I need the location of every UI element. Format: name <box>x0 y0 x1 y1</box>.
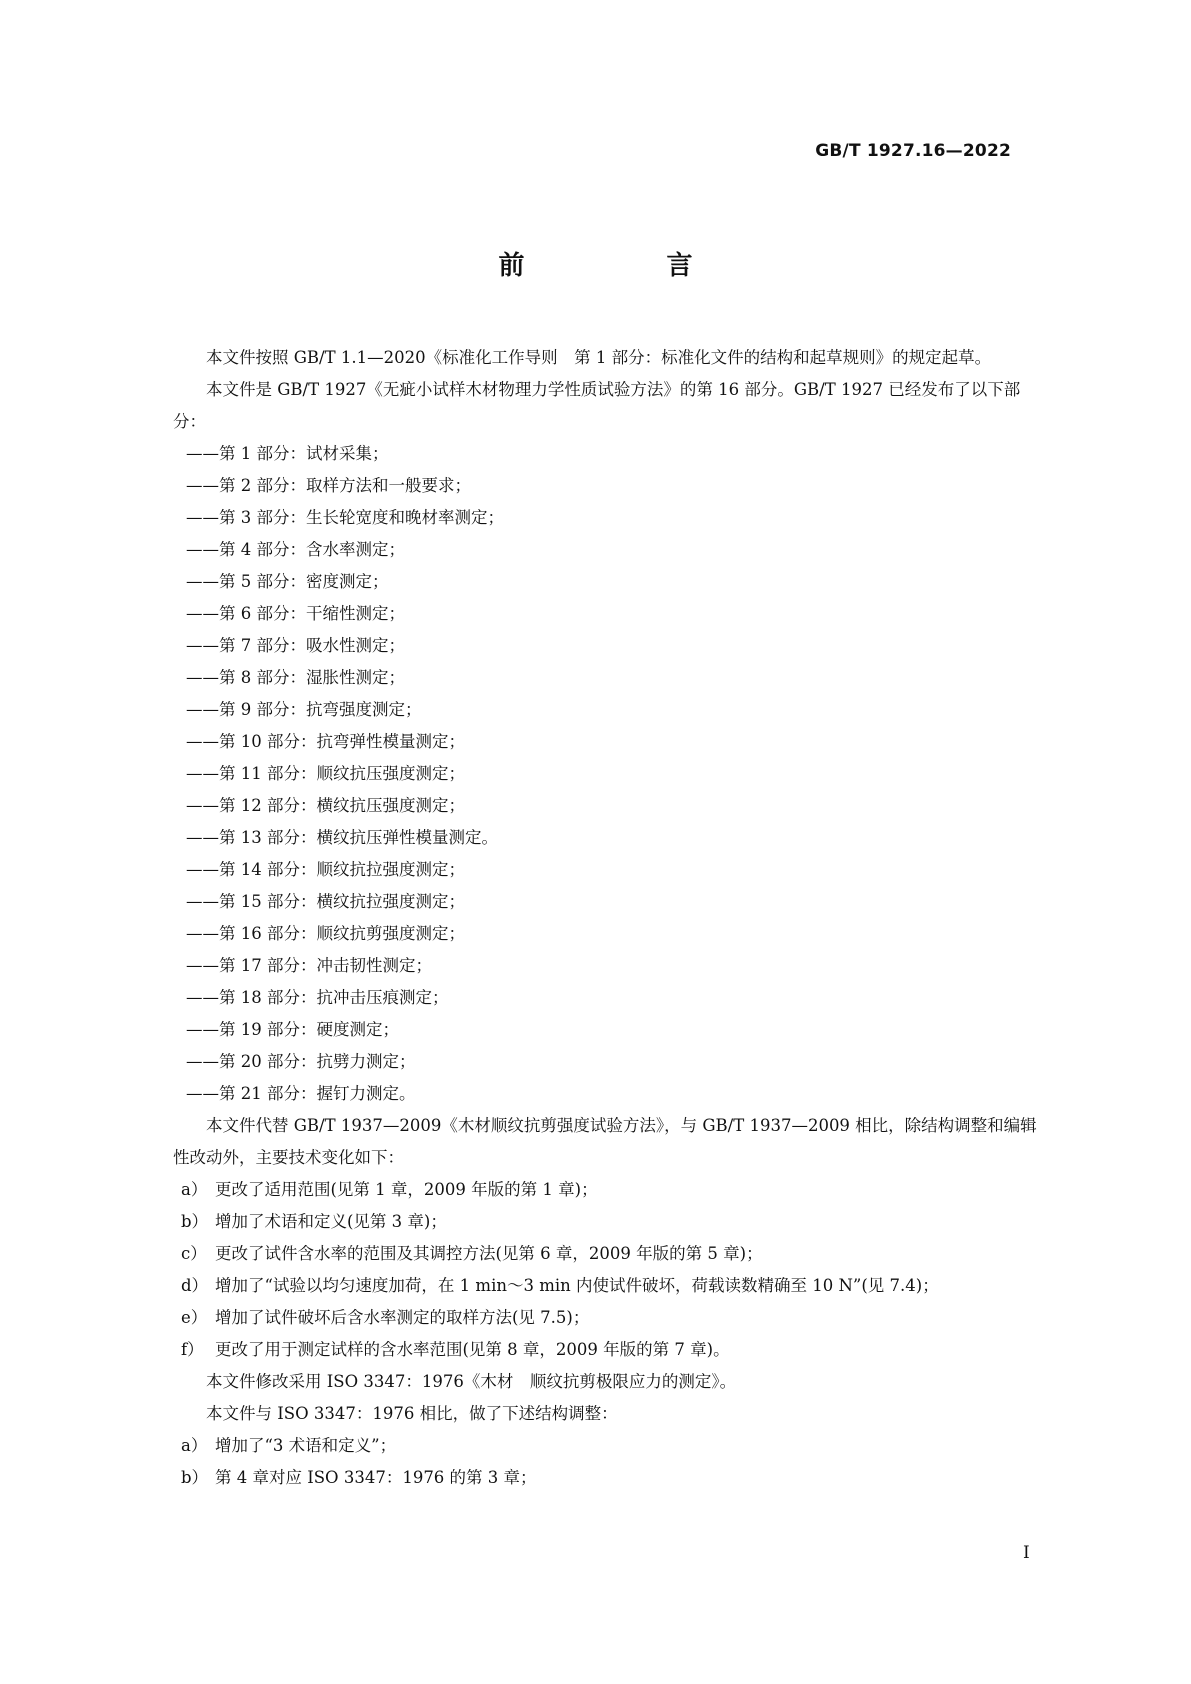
page-title: 前 言 <box>498 251 751 281</box>
standard-number: GB/T 1927.16—2022 <box>815 141 1011 161</box>
intro-paragraph: 本文件按照 GB/T 1.1—2020《标准化工作导则 第 1 部分：标准化文件的结构和起草规则》的规定起草。 <box>206 348 992 367</box>
replacement-paragraph: 本文件代替 GB/T 1937—2009《木材顺纹抗剪强度试验方法》，与 GB/T 1937—2009 相比，除结构调整和编辑性改动外，主要技术变化如下： <box>173 1116 1037 1167</box>
list-marker: c） <box>181 1244 207 1263</box>
part-list-item: ——第 10 部分：抗弯弹性模量测定； <box>186 732 465 751</box>
intro-paragraph: 本文件是 GB/T 1927《无疵小试样木材物理力学性质试验方法》的第 16 部分。GB/T 1927 已经发布了以下部分： <box>173 380 1021 431</box>
part-list-item: ——第 14 部分：顺纹抗拉强度测定； <box>186 860 465 879</box>
list-marker: d） <box>181 1276 209 1295</box>
part-list-item: ——第 20 部分：抗劈力测定； <box>186 1052 416 1071</box>
list-text: 更改了用于测定试样的含水率范围(见第 8 章，2009 年版的第 7 章)。 <box>215 1340 730 1359</box>
part-list-item: ——第 5 部分：密度测定； <box>186 572 389 591</box>
list-marker: f） <box>181 1340 204 1359</box>
part-list-item: ——第 21 部分：握钉力测定。 <box>186 1084 416 1103</box>
list-marker: b） <box>181 1468 209 1487</box>
part-list-item: ——第 4 部分：含水率测定； <box>186 540 405 559</box>
comparison-paragraph: 本文件与 ISO 3347：1976 相比，做了下述结构调整： <box>206 1404 618 1423</box>
list-text: 增加了术语和定义(见第 3 章)； <box>215 1212 447 1231</box>
part-list-item: ——第 1 部分：试材采集； <box>186 444 389 463</box>
part-list-item: ——第 19 部分：硬度测定； <box>186 1020 399 1039</box>
part-list-item: ——第 17 部分：冲击韧性测定； <box>186 956 432 975</box>
page-number: I <box>1023 1543 1030 1563</box>
list-marker: a） <box>181 1436 208 1455</box>
list-text: 更改了试件含水率的范围及其调控方法(见第 6 章，2009 年版的第 5 章)； <box>215 1244 763 1263</box>
document-body <box>173 342 1053 1494</box>
list-marker: b） <box>181 1212 209 1231</box>
list-text: 第 4 章对应 ISO 3347：1976 的第 3 章； <box>215 1468 537 1487</box>
part-list-item: ——第 9 部分：抗弯强度测定； <box>186 700 422 719</box>
list-marker: e） <box>181 1308 208 1327</box>
structural-change-item <box>173 1430 1053 1462</box>
adoption-paragraph: 本文件修改采用 ISO 3347：1976《木材 顺纹抗剪极限应力的测定》。 <box>206 1372 737 1391</box>
part-list-item: ——第 18 部分：抗冲击压痕测定； <box>186 988 449 1007</box>
part-list-item: ——第 12 部分：横纹抗压强度测定； <box>186 796 465 815</box>
structural-change-item <box>173 1462 1053 1494</box>
change-list-item <box>173 1174 1053 1206</box>
list-text: 增加了“3 术语和定义”； <box>215 1436 397 1455</box>
change-list-item <box>173 1334 1053 1366</box>
part-list-item: ——第 2 部分：取样方法和一般要求； <box>186 476 471 495</box>
list-text: 增加了“试验以均匀速度加荷，在 1 min～3 min 内使试件破坏，荷载读数精确至 10 N”(见 7.4)； <box>215 1276 939 1295</box>
part-list-item: ——第 11 部分：顺纹抗压强度测定； <box>186 764 465 783</box>
list-text: 增加了试件破坏后含水率测定的取样方法(见 7.5)； <box>215 1308 590 1327</box>
list-text: 更改了适用范围(见第 1 章，2009 年版的第 1 章)； <box>215 1180 598 1199</box>
part-list-item: ——第 15 部分：横纹抗拉强度测定； <box>186 892 465 911</box>
change-list-item <box>173 1238 1053 1270</box>
change-list-item <box>173 1302 1053 1334</box>
part-list-item: ——第 6 部分：干缩性测定； <box>186 604 405 623</box>
part-list-item: ——第 3 部分：生长轮宽度和晚材率测定； <box>186 508 504 527</box>
change-list-item <box>173 1206 1053 1238</box>
part-list-item: ——第 16 部分：顺纹抗剪强度测定； <box>186 924 465 943</box>
part-list-item: ——第 8 部分：湿胀性测定； <box>186 668 405 687</box>
part-list-item: ——第 13 部分：横纹抗压弹性模量测定。 <box>186 828 498 847</box>
list-marker: a） <box>181 1180 208 1199</box>
change-list-item <box>173 1270 1053 1302</box>
part-list-item: ——第 7 部分：吸水性测定； <box>186 636 405 655</box>
